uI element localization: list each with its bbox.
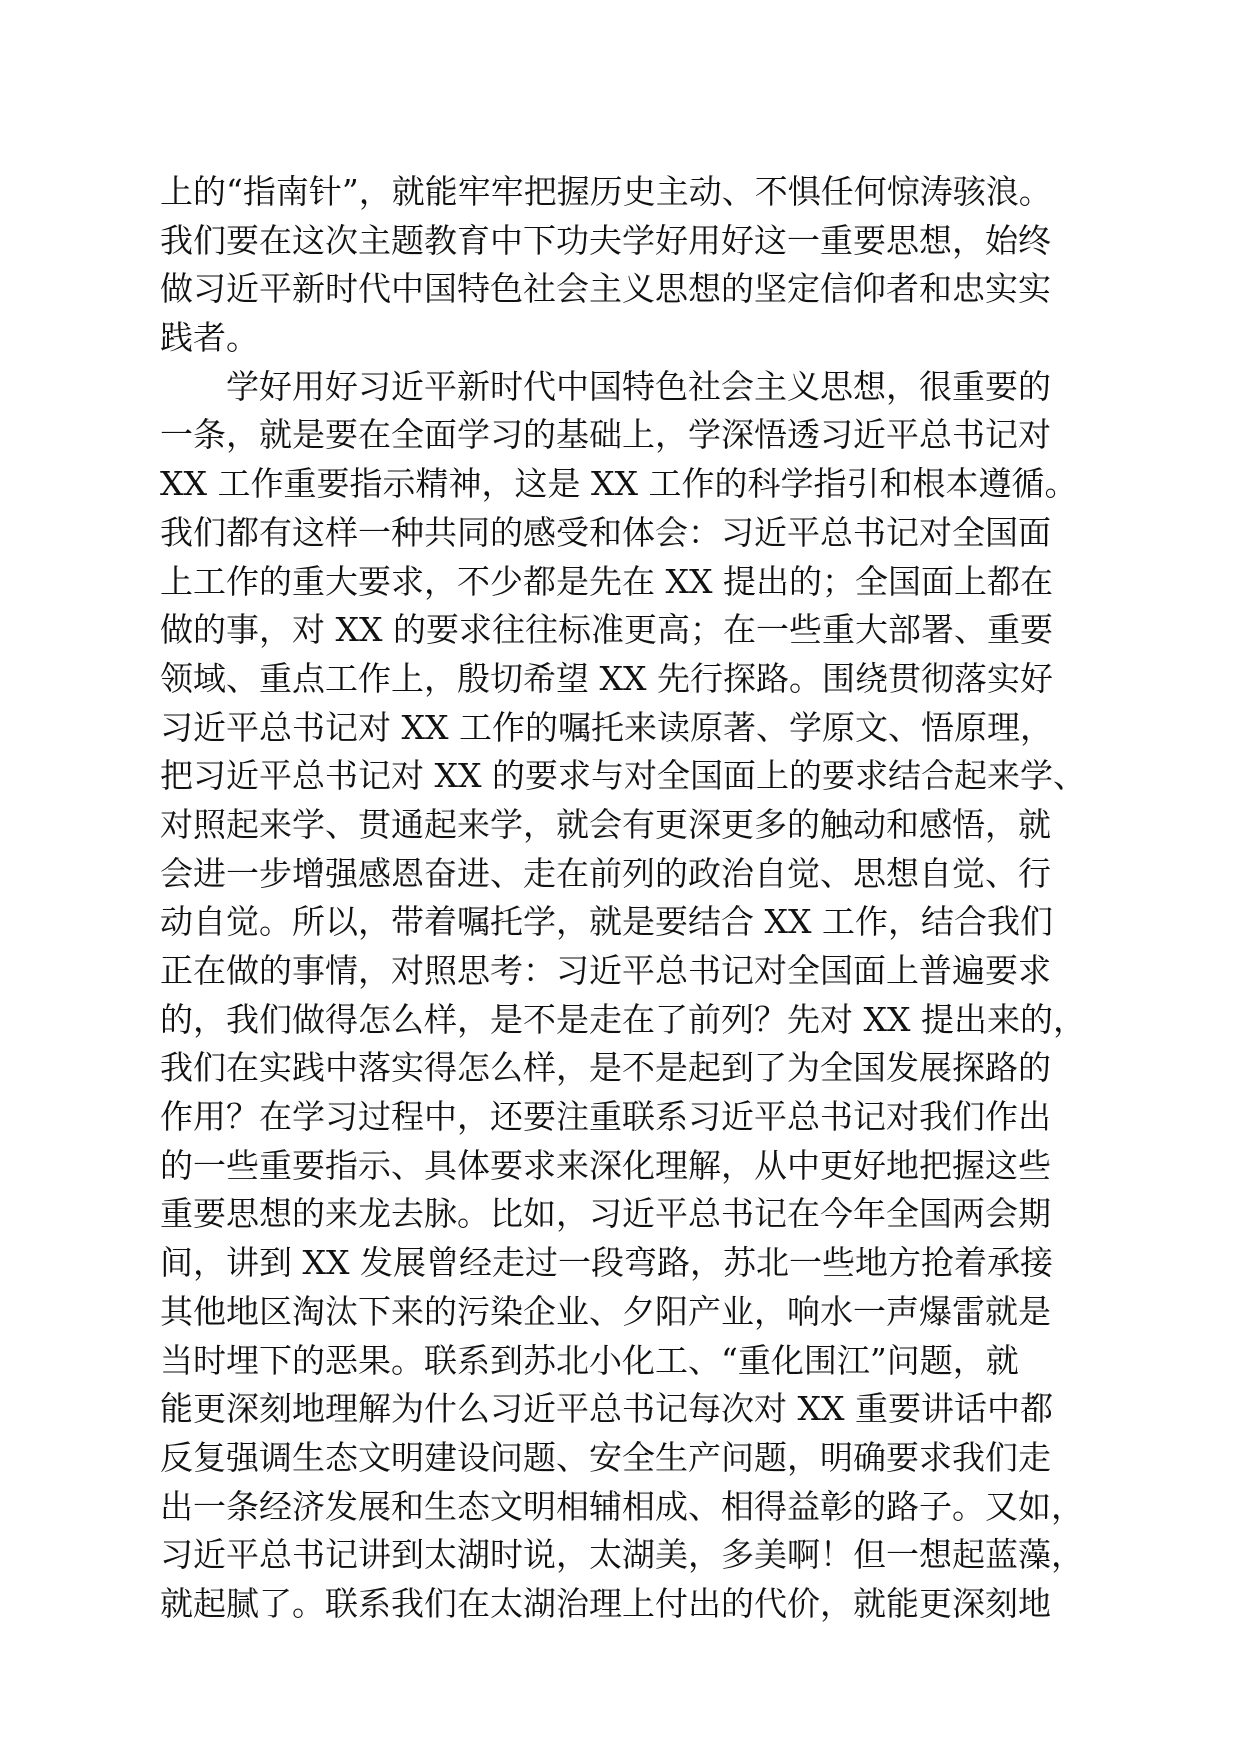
text-line: 会进一步增强感恩奋进、走在前列的政治自觉、思想自觉、行 (160, 853, 1051, 893)
text-line: 我们在实践中落实得怎么样，是不是起到了为全国发展探路的 (160, 1048, 1051, 1088)
text-line: XX 工作重要指示精神，这是 XX 工作的科学指引和根本遵循。 (160, 464, 1078, 504)
text-line: 就起腻了。联系我们在太湖治理上付出的代价，就能更深刻地 (160, 1583, 1051, 1623)
text-line: 做习近平新时代中国特色社会主义思想的坚定信仰者和忠实实 (160, 269, 1051, 309)
text-line: 正在做的事情，对照思考：习近平总书记对全国面上普遍要求 (160, 951, 1051, 990)
text-line: 其他地区淘汰下来的污染企业、夕阳产业，响水一声爆雷就是 (160, 1291, 1051, 1331)
text-line: 我们都有这样一种共同的感受和体会：习近平总书记对全国面 (160, 512, 1051, 552)
text-line: 出一条经济发展和生态文明相辅相成、相得益彰的路子。又如， (160, 1486, 1084, 1526)
text-line: 把习近平总书记对 XX 的要求与对全国面上的要求结合起来学、 (160, 756, 1086, 796)
text-line: 习近平总书记讲到太湖时说，太湖美，多美啊！但一想起蓝藻， (160, 1535, 1084, 1575)
text-line: 当时埋下的恶果。联系到苏北小化工、“重化围江”问题，就 (160, 1340, 1019, 1380)
text-line: 我们要在这次主题教育中下功夫学好用好这一重要思想，始终 (160, 220, 1051, 260)
text-line: 重要思想的来龙去脉。比如，习近平总书记在今年全国两会期 (160, 1194, 1051, 1234)
text-line: 间，讲到 XX 发展曾经走过一段弯路，苏北一些地方抢着承接 (160, 1243, 1053, 1283)
text-line: 一条，就是要在全面学习的基础上，学深悟透习近平总书记对 (160, 415, 1051, 455)
text-line: 的一些重要指示、具体要求来深化理解，从中更好地把握这些 (160, 1145, 1051, 1185)
text-line: 上工作的重大要求，不少都是先在 XX 提出的；全国面上都在 (160, 561, 1053, 601)
text-line: 做的事，对 XX 的要求往往标准更高；在一些重大部署、重要 (160, 610, 1053, 650)
text-line: 领域、重点工作上，殷切希望 XX 先行探路。围绕贯彻落实好 (160, 658, 1053, 698)
text-line: 的，我们做得怎么样，是不是走在了前列？先对 XX 提出来的， (160, 999, 1086, 1039)
text-line: 上的“指南针”，就能牢牢把握历史主动、不惧任何惊涛骇浪。 (160, 172, 1052, 211)
text-line: 践者。 (160, 318, 259, 358)
text-line: 习近平总书记对 XX 工作的嘱托来读原著、学原文、悟原理， (160, 707, 1053, 747)
text-line: 动自觉。所以，带着嘱托学，就是要结合 XX 工作，结合我们 (160, 902, 1053, 942)
body-text (160, 168, 1090, 1629)
text-line: 作用？在学习过程中，还要注重联系习近平总书记对我们作出 (160, 1097, 1051, 1137)
text-line: 反复强调生态文明建设问题、安全生产问题，明确要求我们走 (160, 1437, 1051, 1477)
paragraph-first-line: 学好用好习近平新时代中国特色社会主义思想，很重要的 (226, 366, 1051, 406)
text-line: 能更深刻地理解为什么习近平总书记每次对 XX 重要讲话中都 (160, 1389, 1053, 1429)
text-line: 对照起来学、贯通起来学，就会有更深更多的触动和感悟，就 (160, 804, 1051, 844)
